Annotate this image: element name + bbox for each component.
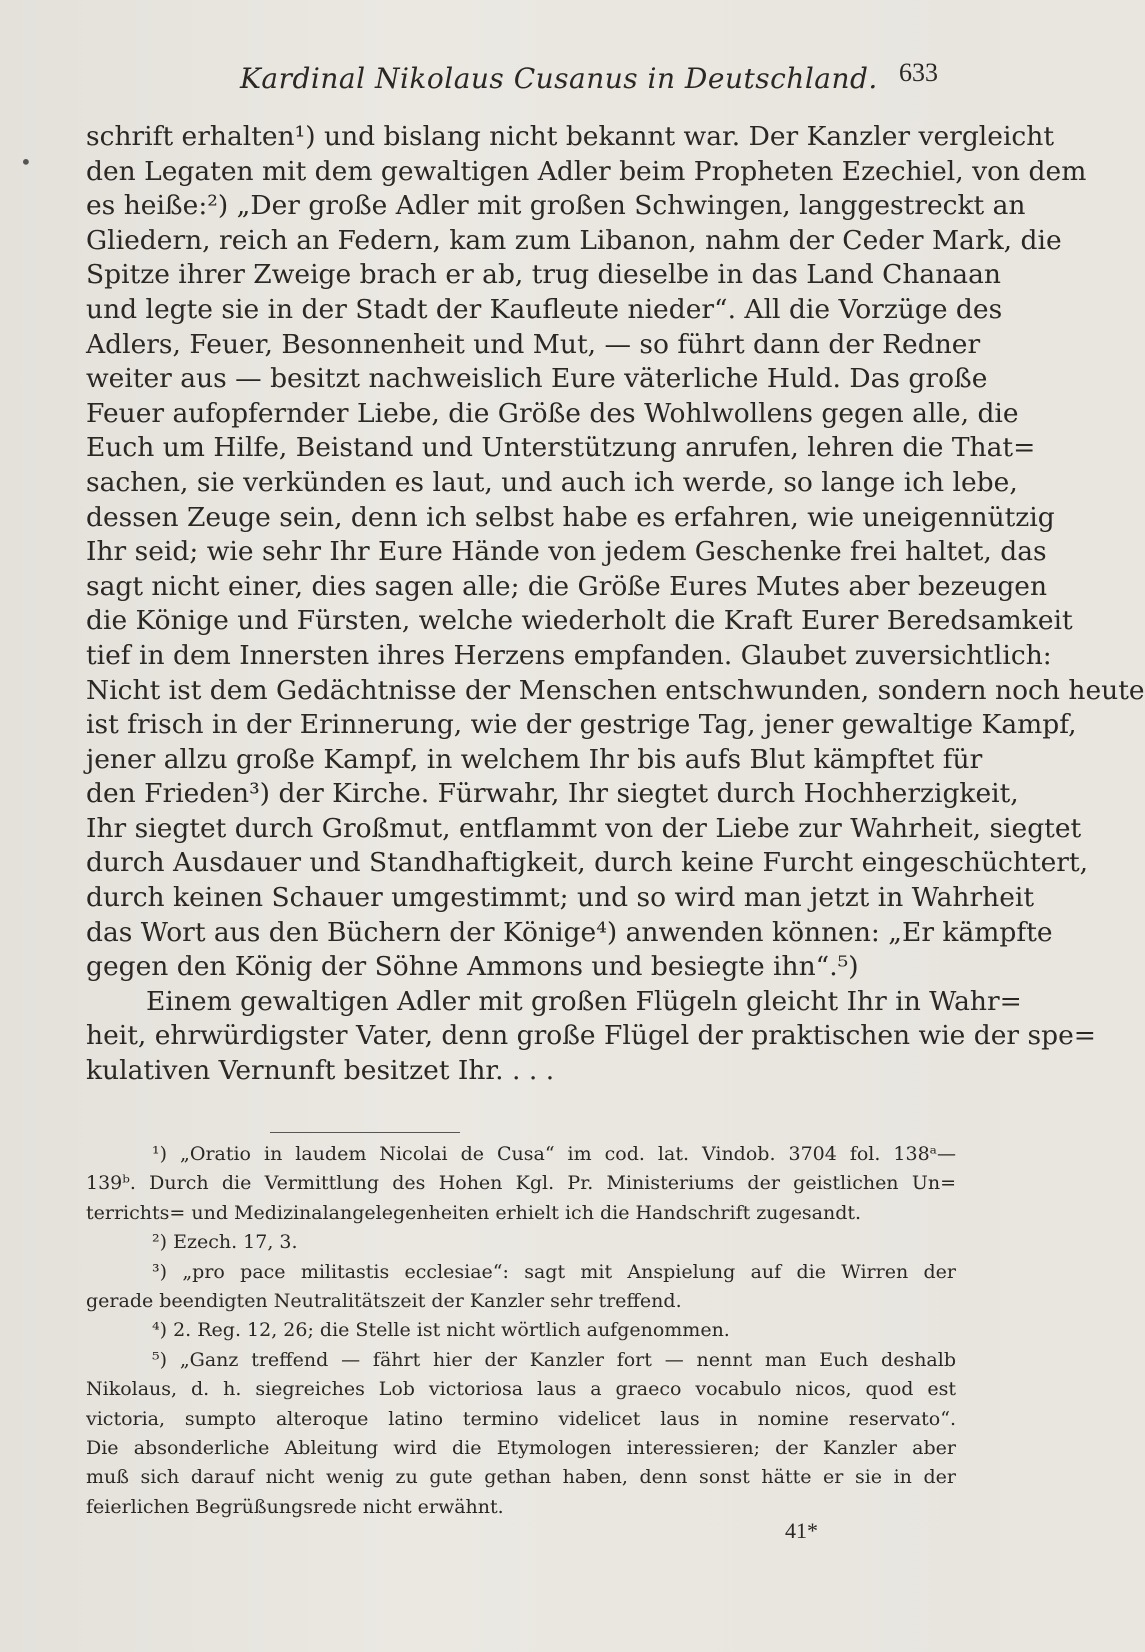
text-line: sagt nicht einer, dies sagen alle; die Größe Eures Mutes aber bezeugen [86, 570, 1048, 602]
text-line: Feuer aufopfernder Liebe, die Größe des Wohlwollens gegen alle, die [86, 397, 1019, 429]
text-line: den Legaten mit dem gewaltigen Adler beim Propheten Ezechiel, von dem [86, 155, 1087, 187]
text-line: durch keinen Schauer umgestimmt; und so wird man jetzt in Wahrheit [86, 882, 1035, 914]
footnote-line: 139ᵇ. Durch die Vermittlung des Hohen Kgl. Pr. Ministeriums der geistlichen Un= [86, 1172, 956, 1195]
text-line: schrift erhalten¹) und bislang nicht bekannt war. Der Kanzler vergleicht [86, 121, 1054, 152]
page-header [90, 52, 950, 102]
footnotes [86, 1140, 956, 1522]
text-line: weiter aus — besitzt nachweislich Eure väterliche Huld. Das große [86, 363, 988, 395]
footnote-line: victoria, sumpto alteroque latino termino videlicet laus in nomine reservato“. [86, 1407, 956, 1430]
footnote-line: Die absonderliche Ableitung wird die Etymologen interessieren; der Kanzler aber [86, 1436, 956, 1459]
text-line: dessen Zeuge sein, denn ich selbst habe es erfahren, wie uneigennützig [86, 501, 1055, 533]
text-line: Ihr siegtet durch Großmut, entflammt von der Liebe zur Wahrheit, siegtet [86, 812, 1082, 844]
footnote-line: ²) Ezech. 17, 3. [152, 1231, 298, 1254]
text-line: Einem gewaltigen Adler mit großen Flügeln gleicht Ihr in Wahr= [146, 985, 1022, 1017]
footnote-line: ³) „pro pace militastis ecclesiae“: sagt mit Anspielung auf die Wirren der [152, 1260, 956, 1283]
footnote-line: ⁵) „Ganz treffend — fährt hier der Kanzler fort — nennt man Euch deshalb [152, 1348, 956, 1371]
text-line: Spitze ihrer Zweige brach er ab, trug dieselbe in das Land Chanaan [86, 259, 1001, 291]
main-text [86, 120, 1145, 1089]
text-line: Gliedern, reich an Federn, kam zum Libanon, nahm der Ceder Mark, die [86, 224, 1062, 256]
footnote-line: terrichts= und Medizinalangelegenheiten erhielt ich die Handschrift zugesandt. [86, 1201, 862, 1224]
text-line: kulativen Vernunft besitzet Ihr. . . . [86, 1055, 555, 1087]
text-line: gegen den König der Söhne Ammons und besiegte ihn“.⁵) [86, 951, 859, 983]
text-line: das Wort aus den Büchern der Könige⁴) anwenden können: „Er kämpfte [86, 916, 1053, 948]
footnote-line: Nikolaus, d. h. siegreiches Lob victoriosa laus a graeco vocabulo nicos, quod est [86, 1378, 956, 1401]
text-line: Adlers, Feuer, Besonnenheit und Mut, — so führt dann der Redner [86, 328, 981, 360]
signature-mark: 41* [785, 1518, 818, 1543]
footnote-line: ⁴) 2. Reg. 12, 26; die Stelle ist nicht wörtlich aufgenommen. [152, 1319, 730, 1342]
margin-mark: • [20, 150, 32, 174]
text-line: Euch um Hilfe, Beistand und Unterstützung anrufen, lehren die That= [86, 432, 1036, 464]
footnote-line: muß sich darauf nicht wenig zu gute gethan haben, denn sonst hätte er sie in der [86, 1466, 956, 1489]
text-line: heit, ehrwürdigster Vater, denn große Flügel der praktischen wie der spe= [86, 1020, 1096, 1052]
text-line: es heiße:²) „Der große Adler mit großen Schwingen, langgestreckt an [86, 190, 1026, 222]
text-line: und legte sie in der Stadt der Kaufleute nieder“. All die Vorzüge des [86, 293, 1003, 325]
footnote-line: feierlichen Begrüßungsrede nicht erwähnt. [86, 1495, 504, 1518]
text-line: ist frisch in der Erinnerung, wie der gestrige Tag, jener gewaltige Kampf, [86, 709, 1077, 741]
page-number: 633 [899, 58, 938, 87]
footnote-line: ¹) „Oratio in laudem Nicolai de Cusa“ im cod. lat. Vindob. 3704 fol. 138ᵃ— [152, 1143, 956, 1165]
text-line: jener allzu große Kampf, in welchem Ihr bis aufs Blut kämpftet für [86, 743, 983, 775]
text-line: Ihr seid; wie sehr Ihr Eure Hände von jedem Geschenke frei haltet, das [86, 536, 1047, 568]
text-line: sachen, sie verkünden es laut, und auch ich werde, so lange ich lebe, [86, 466, 1018, 498]
text-line: den Frieden³) der Kirche. Fürwahr, Ihr siegtet durch Hochherzigkeit, [86, 778, 1019, 810]
running-title: Kardinal Nikolaus Cusanus in Deutschland. [240, 62, 878, 95]
footnote-separator [270, 1132, 460, 1133]
text-line: durch Ausdauer und Standhaftigkeit, durch keine Furcht eingeschüchtert, [86, 847, 1089, 879]
text-line: Nicht ist dem Gedächtnisse der Menschen entschwunden, sondern noch heute [86, 674, 1145, 706]
text-line: die Könige und Fürsten, welche wiederholt die Kraft Eurer Beredsamkeit [86, 605, 1073, 637]
text-line: tief in dem Innersten ihres Herzens empfanden. Glaubet zuversichtlich: [86, 639, 1052, 671]
footnote-line: gerade beendigten Neutralitätszeit der Kanzler sehr treffend. [86, 1289, 682, 1312]
